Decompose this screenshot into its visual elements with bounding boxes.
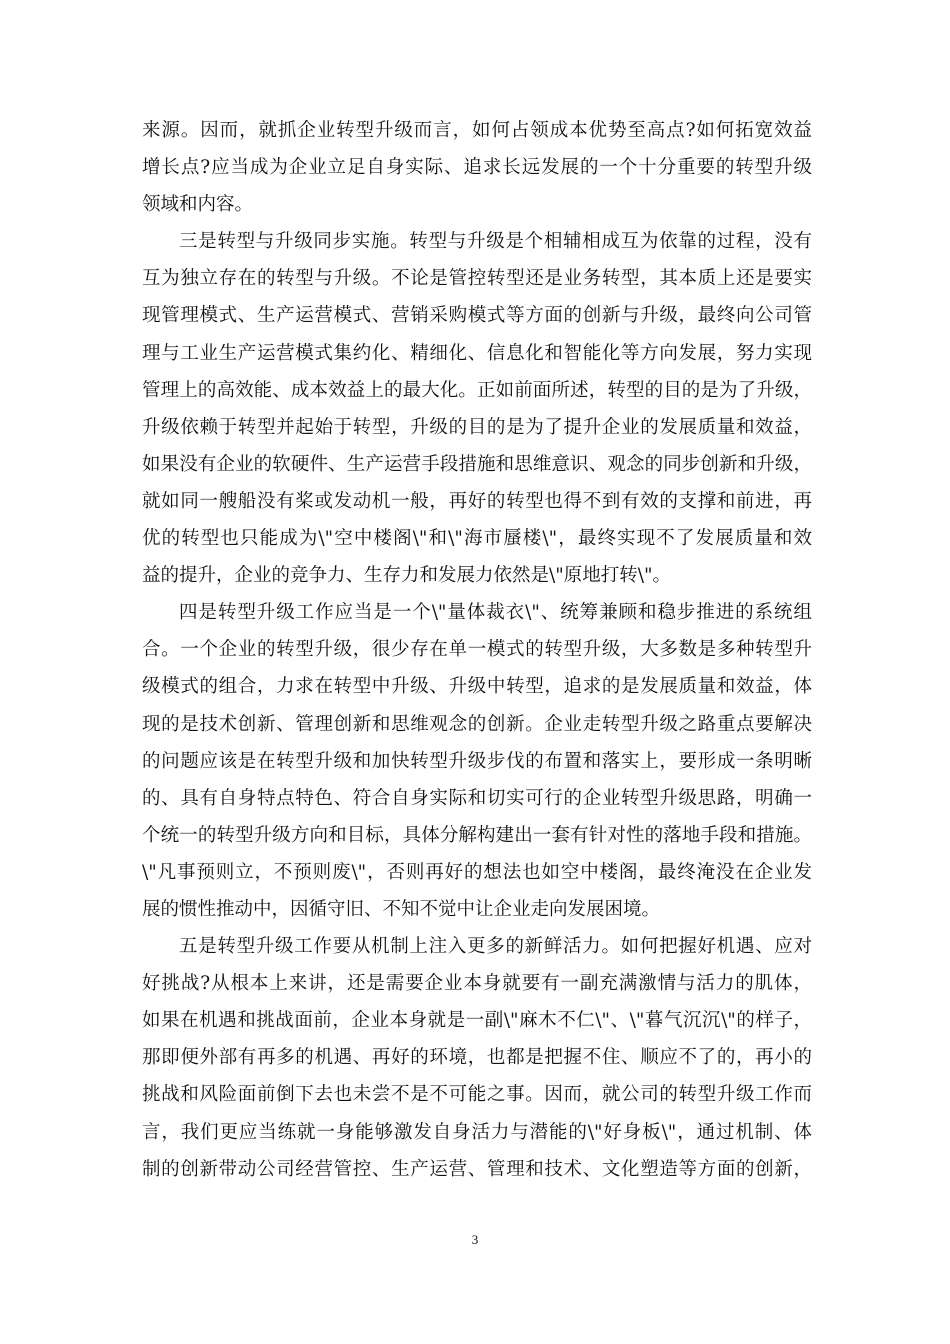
text-line: 如果在机遇和挑战面前，企业本身就是一副\"麻木不仁\"、\"暮气沉沉\"的样子， xyxy=(142,1010,812,1032)
text-line: 优的转型也只能成为\"空中楼阁\"和\"海市蜃楼\"，最终实现不了发展质量和效 xyxy=(142,528,812,550)
text-line: 那即便外部有再多的机遇、再好的环境，也都是把握不住、顺应不了的，再小的 xyxy=(142,1047,812,1069)
text-line: 如果没有企业的软硬件、生产运营手段措施和思维意识、观念的同步创新和升级， xyxy=(142,453,812,475)
text-line: 三是转型与升级同步实施。转型与升级是个相辅相成互为依靠的过程，没有 xyxy=(179,231,812,253)
text-line: 挑战和风险面前倒下去也未尝不是不可能之事。因而，就公司的转型升级工作而 xyxy=(142,1084,812,1106)
text-line: 五是转型升级工作要从机制上注入更多的新鲜活力。如何把握好机遇、应对 xyxy=(179,936,812,958)
text-line: 益的提升，企业的竞争力、生存力和发展力依然是\"原地打转\"。 xyxy=(142,565,671,587)
text-line: 就如同一艘船没有桨或发动机一般，再好的转型也得不到有效的支撑和前进，再 xyxy=(142,490,812,512)
text-line: 好挑战?从根本上来讲，还是需要企业本身就要有一副充满激情与活力的肌体， xyxy=(142,973,812,995)
text-line: 制的创新带动公司经营管控、生产运营、管理和技术、文化塑造等方面的创新， xyxy=(142,1158,812,1180)
text-line: 来源。因而，就抓企业转型升级而言，如何占领成本优势至高点?如何拓宽效益 xyxy=(142,120,812,141)
text-line: 合。一个企业的转型升级，很少存在单一模式的转型升级，大多数是多种转型升 xyxy=(142,639,812,661)
text-line: 的、具有自身特点特色、符合自身实际和切实可行的企业转型升级思路，明确一 xyxy=(142,787,812,809)
page-number: 3 xyxy=(471,1232,479,1247)
text-line: 现的是技术创新、管理创新和思维观念的创新。企业走转型升级之路重点要解决 xyxy=(142,713,812,735)
text-line: 理与工业生产运营模式集约化、精细化、信息化和智能化等方向发展，努力实现 xyxy=(142,342,812,364)
text-line: 领域和内容。 xyxy=(142,194,254,216)
text-line: 四是转型升级工作应当是一个\"量体裁衣\"、统筹兼顾和稳步推进的系统组 xyxy=(179,602,812,624)
text-line: 级模式的组合，力求在转型中升级、升级中转型，追求的是发展质量和效益，体 xyxy=(142,676,812,698)
text-line: \"凡事预则立，不预则废\"，否则再好的想法也如空中楼阁，最终淹没在企业发 xyxy=(142,861,812,883)
text-line: 的问题应该是在转型升级和加快转型升级步伐的布置和落实上，要形成一条明晰 xyxy=(142,750,812,772)
text-line: 增长点?应当成为企业立足自身实际、追求长远发展的一个十分重要的转型升级 xyxy=(142,157,812,179)
text-line: 展的惯性推动中，因循守旧、不知不觉中让企业走向发展困境。 xyxy=(142,898,661,920)
text-line: 互为独立存在的转型与升级。不论是管控转型还是业务转型，其本质上还是要实 xyxy=(142,268,812,290)
text-line: 个统一的转型升级方向和目标，具体分解构建出一套有针对性的落地手段和措施。 xyxy=(142,824,812,846)
document-body xyxy=(142,112,812,1188)
text-line: 管理上的高效能、成本效益上的最大化。正如前面所述，转型的目的是为了升级， xyxy=(142,379,812,401)
text-line: 现管理模式、生产运营模式、营销采购模式等方面的创新与升级，最终向公司管 xyxy=(142,305,812,327)
text-line: 言，我们更应当练就一身能够激发自身活力与潜能的\"好身板\"，通过机制、体 xyxy=(142,1121,812,1143)
text-line: 升级依赖于转型并起始于转型，升级的目的是为了提升企业的发展质量和效益， xyxy=(142,416,812,438)
